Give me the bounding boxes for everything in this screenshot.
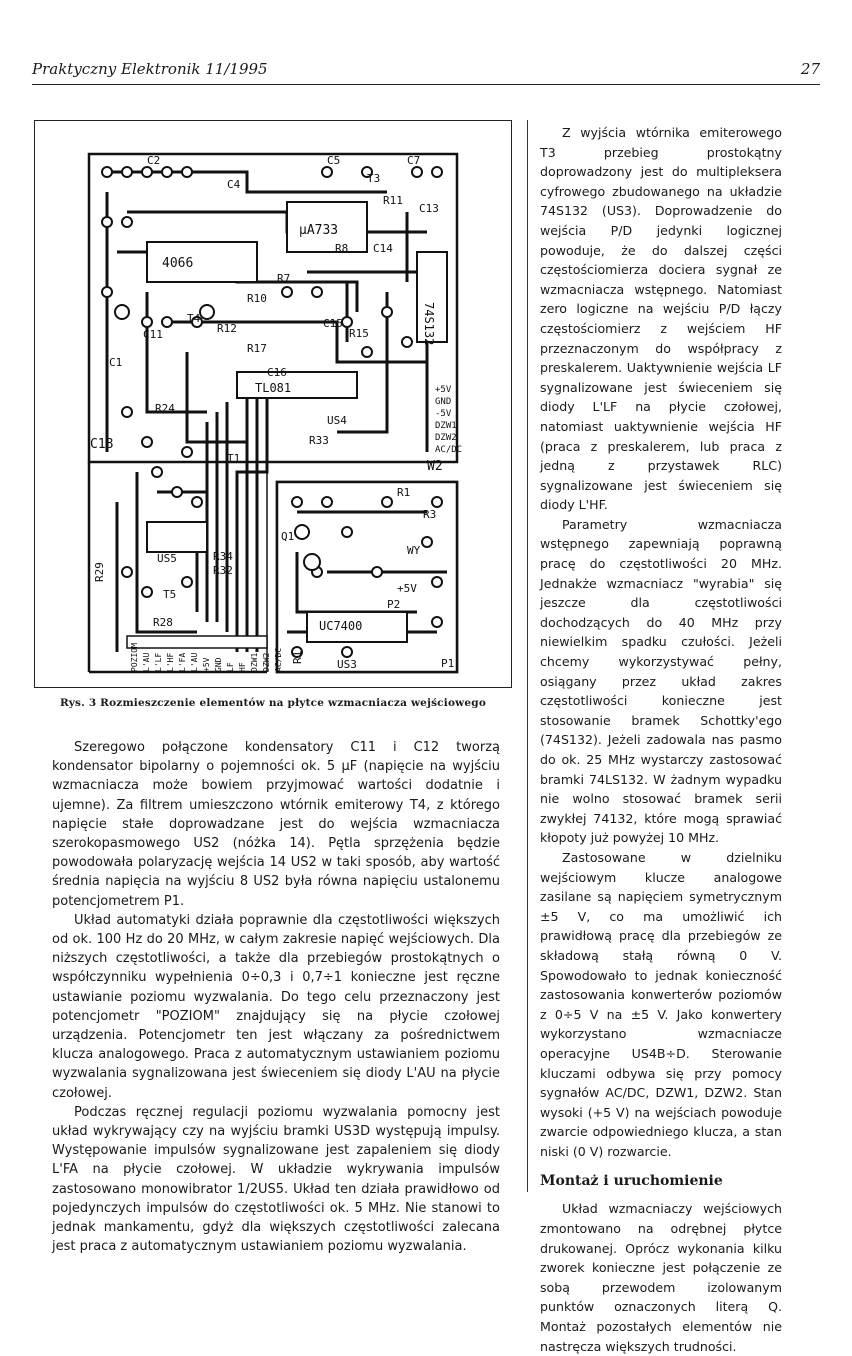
- left-paragraph-2: Układ automatyki działa poprawnie dla częstotliwości większych od ok. 100 Hz do 20 MHz, w całym zakresie napięć wejściowych. Dla niższych częstotliwości, a także dla przebiegów prostokątnych o współczynniku wypełnienia 0÷0,3 i 0,7÷1 konieczne jest ręczne ustawianie poziomu wyzwalania. Do tego celu przeznaczony jest potencjometr "POZIOM" znajdujący się na płycie czołowej urządzenia. Potencjometr ten jest włączany za pośrednictwem klucza analogowego. Praca z automatycznym ustawianiem poziomu wyzwalania sygnalizowana jest świeceniem się diody L'AU na płycie czołowej.: [52, 912, 500, 1101]
- label-r8: R8: [335, 242, 349, 255]
- label-r28: R28: [153, 616, 173, 629]
- label-w2: W2: [427, 459, 443, 474]
- pin-gnd: GND: [214, 657, 223, 672]
- label-r10: R10: [247, 292, 267, 305]
- pin-poziom: POZIOM: [130, 643, 139, 672]
- pcb-drawing: [87, 152, 463, 682]
- right-paragraph-2: Parametry wzmacniacza wstępnego zapewniają poprawną pracę do częstotliwości 20 MHz. Jednakże wzmacniacz "wyrabia" się jeszcze dla częstotliwości dochodzących do 40 MHz przy niewielkim spadku czułości. Jeżeli chcemy wykorzystywać pełny, osiągany przez układ zakres częstotliwości konieczne jest stosowanie bramek Schottky'ego (74S132). Jeżeli zadowala nas pasmo do ok. 25 MHz wystarczy zastosować bramki 74LS132. W żadnym wypadku nie wolno stosować bramek serii zwykłej 74132, które mogą sprawiać kłopoty już powyżej 10 MHz.: [540, 516, 782, 846]
- label-r33: R33: [309, 434, 329, 447]
- page-number: 27: [800, 60, 820, 78]
- right-paragraph-4: Układ wzmacniaczy wejściowych zmontowano na odrębnej płytce drukowanej. Oprócz wykonania kilku zworek konieczne jest połączenie ze sobą przewodem izolowanym punktów oznaczonych literą Q. Montaż pozostałych elementów nie nastręcza większych trudności.: [540, 1201, 782, 1354]
- figure-caption: Rys. 3 Rozmieszczenie elementów na płytce wzmacniacza wejściowego: [59, 697, 487, 709]
- label-t3: T3: [367, 172, 381, 185]
- ic-us5: [147, 522, 207, 552]
- journal-title: Praktyczny Elektronik 11/1995: [32, 60, 268, 78]
- label-us5: US5: [157, 552, 177, 565]
- pin-llf: L'LF: [154, 652, 163, 672]
- label-t4: T4: [187, 312, 201, 325]
- label-r24: R24: [155, 402, 175, 415]
- label-c18: C18: [90, 437, 114, 452]
- pin-lfa: L'FA: [178, 652, 187, 672]
- label-r1: R1: [291, 650, 304, 664]
- pin-plus5v: +5V: [202, 657, 211, 672]
- label-74s132: 74S132: [422, 302, 436, 346]
- label-c10: C11: [143, 328, 163, 341]
- label-pin-dzw1: DZW1: [435, 421, 457, 431]
- label-us4: US4: [327, 414, 347, 427]
- label-c5: C5: [327, 154, 341, 167]
- label-p1-mark: P1: [441, 657, 455, 670]
- label-c14: C14: [373, 242, 393, 255]
- right-paragraph-3: Zastosowane w dzielniku wejściowym klucze analogowe zasilane są napięciem symetrycznym ±5 V, co ma umożliwić ich prawidłową pracę dla przebiegów ze składową stałą równą 0 V. Spowodowało to jednak konieczność zastosowania konwerterów poziomów z 0÷5 V na ±5 V. Jako konwertery wykorzystano wzmacniacze operacyjne US4B÷D. Sterowanie kluczami odbywa się przy pomocy sygnałów AC/DC, DZW1, DZW2. Stan wysoki (+5 V) na wejściach powoduje zwarcie odpowiedniego klucza, a stan niski (0 V) rozwarcie.: [540, 849, 782, 1159]
- label-733: μA733: [299, 223, 339, 238]
- label-4066: 4066: [162, 256, 194, 271]
- header-rule: [32, 84, 820, 85]
- pin-acdc: AC/DC: [274, 647, 283, 672]
- section-heading: Montaż i uruchomienie: [540, 1173, 723, 1190]
- label-r34: R34: [213, 550, 233, 563]
- left-paragraph-1: Szeregowo połączone kondensatory C11 i C12 tworzą kondensator bipolarny o pojemności ok. 5 µF (napięcie na wyjściu wzmacniacza może bowiem przyjmować wartości dodatnie i ujemne). Za filtrem umieszczono wtórnik emiterowy T4, z którego napięcie stałe doprowadzane jest do wejścia wzmacniacza szerokopasmowego US2 (nóżka 14). Pętla sprzężenia będzie powodowała polaryzację wejścia 14 US2 w taki sposób, aby wartość średnia napięcia na wyjściu 8 US2 była równa napięciu ustalonemu potencjometrem P1.: [52, 740, 500, 909]
- label-pin-5v: +5V: [435, 385, 452, 395]
- pin-hf: HF: [238, 662, 247, 672]
- label-c4: C4: [227, 178, 241, 191]
- label-c7: C7: [407, 154, 421, 167]
- pin-lhf: L'HF: [166, 652, 175, 672]
- left-paragraph-3: Podczas ręcznej regulacji poziomu wyzwalania pomocny jest układ wykrywający czy na wyjściu bramki US3D występują impulsy. Występowanie impulsów sygnalizowane jest zapaleniem się diody L'FA na płycie czołowej. W układzie wykrywania impulsów zastosowano monowibrator 1/2US5. Układ ten działa prawidłowo od pojedynczych impulsów do częstotliwości ok. 5 MHz. Nie stanowi to jednak mankamentu, gdyż dla większych częstotliwości zalecana jest praca z automatycznym ustawianiem poziomu wyzwalania.: [52, 1104, 500, 1255]
- label-r29: R29: [93, 562, 106, 582]
- label-c16: C16: [267, 366, 287, 379]
- label-c1: C1: [109, 356, 123, 369]
- right-column: [540, 123, 782, 1356]
- pin-lf: LF: [226, 662, 235, 672]
- label-7400: UC7400: [319, 619, 363, 633]
- label-t5: T5: [163, 588, 177, 601]
- label-r12: R12: [217, 322, 237, 335]
- label-tl081: TL081: [255, 381, 292, 395]
- label-r3: R3: [423, 508, 437, 521]
- pin-lau-2: L'AU: [190, 652, 199, 672]
- label-c13: C13: [419, 202, 439, 215]
- label-c15: C15: [323, 317, 343, 330]
- right-paragraph-1: Z wyjścia wtórnika emiterowego T3 przebieg prostokątny doprowadzony jest do multipleksera cyfrowego zbudowanego na układzie 74S132 (US3). Doprowadzenie do wejścia P/D jedynki logicznej powoduje, że do dalszej części częstościomierza dociera sygnał ze wzmacniacza wstępnego. Natomiast zero logiczne na wejściu P/D łączy częstościomierz z wejściem HF przeznaczonym do współpracy z preskalerem. Uaktywnienie wejścia LF sygnalizowane jest świeceniem się diody L'LF na płycie czołowej, natomiast uaktywnienie wejścia HF (praca z preskalerem, lub praca z jedną z przystawek RLC) sygnalizowane jest świeceniem się diody L'HF.: [540, 125, 782, 513]
- label-r32: R32: [213, 564, 233, 577]
- label-pin-gnd: GND: [435, 397, 452, 407]
- pin-dzw1: DZW1: [250, 652, 259, 672]
- label-us1: US3: [337, 658, 357, 671]
- left-column: [52, 738, 500, 1256]
- label-r7: R7: [277, 272, 291, 285]
- pin-lau: L'AU: [142, 652, 151, 672]
- label-r16: R15: [349, 327, 369, 340]
- running-header: [32, 60, 820, 82]
- column-divider: [527, 120, 528, 1192]
- bottom-connector: [127, 636, 267, 648]
- label-p2: P2: [387, 598, 401, 611]
- label-r1-sub: R1: [397, 486, 411, 499]
- label-plus5v: +5V: [397, 582, 417, 595]
- label-wy: WY: [407, 544, 421, 557]
- label-r17: R17: [247, 342, 267, 355]
- label-pin-dzw2: DZW2: [435, 433, 457, 443]
- label-q1: Q1: [281, 530, 295, 543]
- label-pin-minus5v: -5V: [435, 409, 452, 419]
- figure-pcb-layout: [34, 120, 512, 688]
- label-c2: C2: [147, 154, 161, 167]
- label-r11: R11: [383, 194, 403, 207]
- pin-dzw2: DZW2: [262, 652, 271, 672]
- label-pin-acdc: AC/DC: [435, 445, 463, 455]
- label-t1: T1: [227, 452, 241, 465]
